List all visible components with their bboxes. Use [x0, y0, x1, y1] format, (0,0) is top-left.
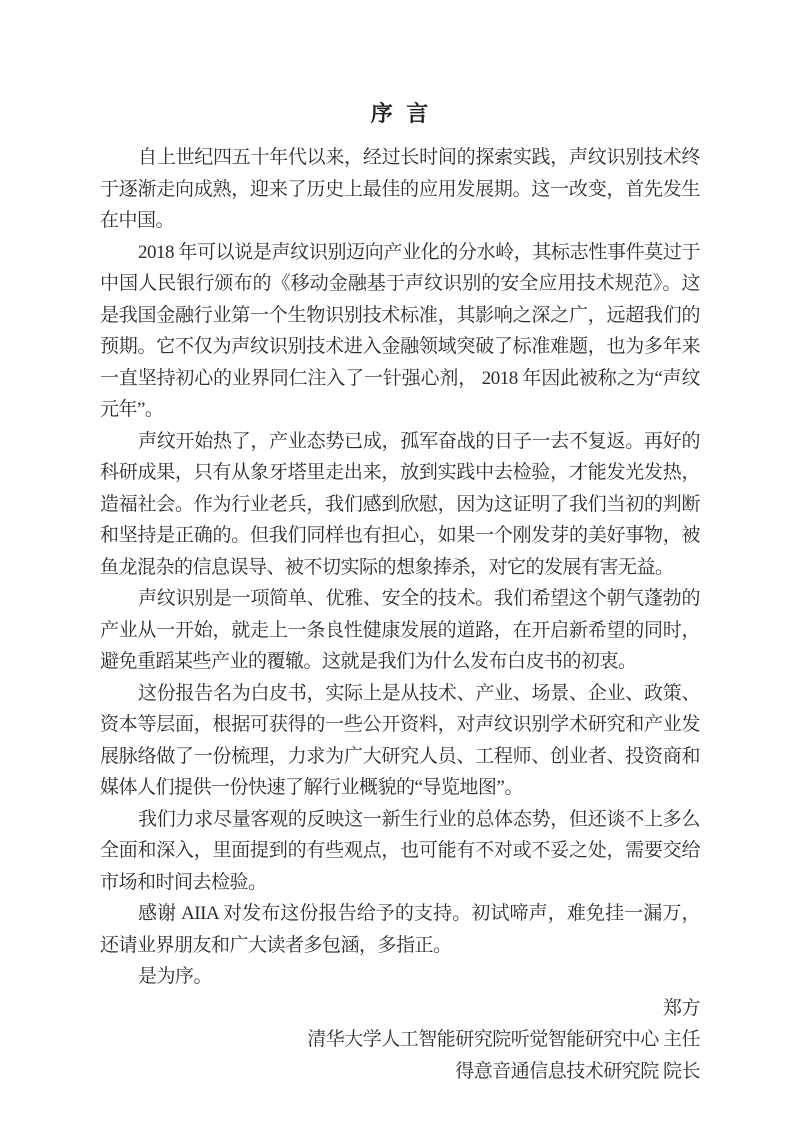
preface-content [100, 98, 700, 1087]
preface-paragraph-3: 声纹开始热了，产业态势已成，孤军奋战的日子一去不复返。再好的科研成果，只有从象牙塔里走出来，放到实践中去检验，才能发光发热，造福社会。作为行业老兵，我们感到欣慰，因为这证明了我们当初的判断和坚持是正确的。但我们同样也有担心，如果一个刚发芽的美好事物，被鱼龙混杂的信息误导、被不切实际的想象捧杀，对它的发展有害无益。 [100, 430, 700, 578]
page-title: 序 言 [370, 101, 430, 126]
signature-author-name: 郑方 [662, 997, 700, 1019]
signature-affiliation-dear: 得意音通信息技术研究院 院长 [455, 1060, 700, 1082]
preface-paragraph-1: 自上世纪四五十年代以来，经过长时间的探索实践，声纹识别技术终于逐渐走向成熟，迎来了历史上最佳的应用发展期。这一改变，首先发生在中国。 [100, 147, 700, 231]
preface-closing-line: 是为序。 [138, 966, 213, 987]
signature-block [100, 993, 700, 1088]
preface-paragraph-7: 感谢 AIIA 对发布这份报告给予的支持。初试啼声，难免挂一漏万，还请业界朋友和广大读者多包涵，多指正。 [100, 903, 700, 956]
signature-affiliation-tsinghua: 清华大学人工智能研究院听觉智能研究中心 主任 [307, 1029, 700, 1050]
preface-paragraph-6: 我们力求尽量客观的反映这一新生行业的总体态势，但还谈不上多么全面和深入，里面提到的有些观点，也可能有不对或不妥之处，需要交给市场和时间去检验。 [100, 808, 700, 893]
preface-paragraph-2: 2018 年可以说是声纹识别迈向产业化的分水岭，其标志性事件莫过于中国人民银行颁布的《移动金融基于声纹识别的安全应用技术规范》。这是我国金融行业第一个生物识别技术标准，其影响之深之广，远超我们的预期。它不仅为声纹识别技术进入金融领域突破了标准难题，也为多年来一直坚持初心的业界同仁注入了一针强心剂， 2018 年因此被称之为“声纹元年”。 [100, 241, 700, 420]
preface-paragraph-4: 声纹识别是一项简单、优雅、安全的技术。我们希望这个朝气蓬勃的产业从一开始，就走上一条良性健康发展的道路，在开启新希望的同时，避免重蹈某些产业的覆辙。这就是我们为什么发布白皮书的初衷。 [100, 588, 700, 672]
preface-paragraph-5: 这份报告名为白皮书，实际上是从技术、产业、场景、企业、政策、资本等层面，根据可获得的一些公开资料，对声纹识别学术研究和产业发展脉络做了一份梳理，力求为广大研究人员、工程师、创业者、投资商和媒体人们提供一份快速了解行业概貌的“导览地图”。 [100, 682, 700, 798]
